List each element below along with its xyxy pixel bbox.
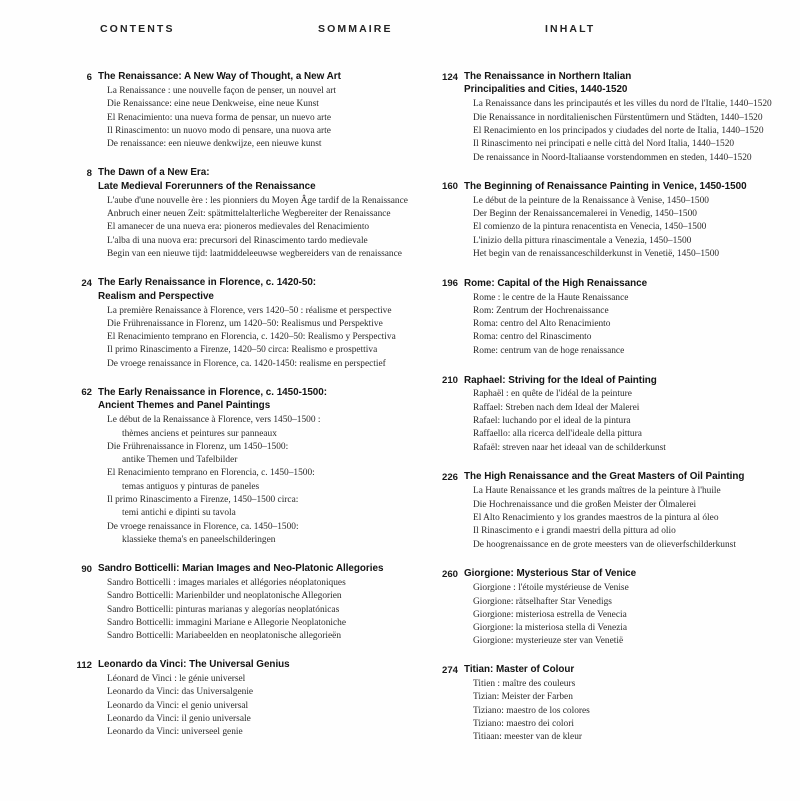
entry-title-line: Giorgione: Mysterious Star of Venice bbox=[464, 568, 637, 580]
entry-translation-line bbox=[98, 604, 406, 617]
entry-title-line: Raphael: Striving for the Ideal of Painting bbox=[464, 374, 657, 386]
entry-title[interactable] bbox=[98, 70, 406, 83]
entry-body bbox=[458, 374, 772, 455]
entry-translations bbox=[464, 582, 772, 648]
entry-translation-line bbox=[98, 577, 406, 590]
translation-text: Roma: centro del Rinascimento bbox=[473, 332, 592, 343]
translation-text: Leonardo da Vinci: universeel genie bbox=[107, 727, 243, 738]
translation-text: Rome: centrum van de hoge renaissance bbox=[473, 345, 625, 356]
entry-page-number: 8 bbox=[86, 167, 92, 179]
translation-text-continuation: thèmes anciens et peintures sur panneaux bbox=[122, 428, 277, 439]
entry-page-number: 62 bbox=[81, 387, 92, 399]
entry-page-number: 24 bbox=[81, 277, 92, 289]
entry-page-number: 260 bbox=[441, 568, 458, 580]
entry-page-number: 90 bbox=[81, 563, 92, 575]
entry-translation-line bbox=[98, 414, 406, 441]
translation-text: Der Beginn der Renaissancemalerei in Venedig, 1450–1500 bbox=[473, 209, 697, 219]
translation-text: El Renacimiento temprano en Florencia, c. 1450–1500: bbox=[107, 468, 315, 479]
translation-text: Il Rinascimento: un nuovo modo di pensare, una nuova arte bbox=[107, 125, 331, 136]
translation-text: La Renaissance : une nouvelle façon de penser, un nouvel art bbox=[107, 85, 336, 96]
entry-translation-line bbox=[98, 318, 406, 331]
contents-entry[interactable] bbox=[432, 663, 772, 744]
translation-text: Sandro Botticelli: immagini Mariane e Allegorie Neoplatoniche bbox=[107, 618, 346, 629]
translation-text: Titien : maître des couleurs bbox=[473, 679, 576, 690]
entry-title[interactable] bbox=[464, 567, 772, 580]
translation-text: Giorgione: la misteriosa stella di Venezia bbox=[473, 623, 628, 634]
entry-translation-line bbox=[98, 494, 406, 521]
entry-translation-line bbox=[98, 112, 406, 125]
entry-translation-line bbox=[464, 731, 772, 744]
entry-title[interactable] bbox=[464, 180, 772, 193]
translation-text-continuation: antike Themen und Tafelbilder bbox=[122, 455, 238, 466]
translation-text: Die Renaissance: eine neue Denkweise, eine neue Kunst bbox=[107, 99, 319, 110]
entry-translations bbox=[98, 414, 406, 547]
contents-entry[interactable] bbox=[432, 180, 772, 261]
entry-translations bbox=[98, 673, 406, 739]
translation-text: Sandro Botticelli: pinturas marianas y alegorías neoplatónicas bbox=[107, 604, 340, 615]
entry-page-number: 274 bbox=[441, 664, 458, 676]
translation-text: El amanecer de una nueva era: pioneros medievales del Renacimiento bbox=[107, 222, 370, 233]
contents-entry[interactable] bbox=[66, 562, 406, 643]
translation-text: Il primo Rinascimento a Firenze, 1420–50 circa: Realismo e prospettiva bbox=[107, 345, 378, 356]
entry-title[interactable] bbox=[98, 562, 406, 575]
translation-text: Rafael: luchando por el ideal de la pintura bbox=[473, 416, 631, 427]
translation-text: De renaissance: een nieuwe denkwijze, een nieuwe kunst bbox=[107, 139, 322, 150]
entry-translation-line bbox=[464, 512, 772, 525]
entry-translations bbox=[98, 305, 406, 371]
entry-body bbox=[458, 277, 772, 358]
entry-title[interactable] bbox=[98, 166, 406, 193]
translation-text: Raffael: Streben nach dem Ideal der Malerei bbox=[473, 402, 640, 413]
contents-column-left bbox=[66, 70, 406, 754]
entry-body bbox=[92, 166, 406, 261]
translation-text: Roma: centro del Alto Renacimiento bbox=[473, 319, 611, 330]
translation-text: L'alba di una nuova era: precursori del Rinascimento tardo medievale bbox=[107, 235, 368, 246]
contents-entry[interactable] bbox=[432, 70, 772, 165]
entry-title[interactable] bbox=[464, 374, 772, 387]
entry-title-line: The High Renaissance and the Great Masters of Oil Painting bbox=[464, 471, 745, 483]
translation-text: Il Rinascimento nei principati e nelle città del Nord Italia, 1440–1520 bbox=[473, 139, 735, 150]
entry-translation-line bbox=[98, 235, 406, 248]
entry-title-line: The Renaissance: A New Way of Thought, a New Art bbox=[98, 71, 341, 82]
entry-translation-line bbox=[98, 686, 406, 699]
contents-entry[interactable] bbox=[66, 166, 406, 261]
entry-title-line: Titian: Master of Colour bbox=[464, 664, 575, 676]
entry-page-number: 6 bbox=[86, 71, 92, 83]
contents-entry[interactable] bbox=[432, 374, 772, 455]
translation-text: Titiaan: meester van de kleur bbox=[473, 732, 582, 743]
entry-body bbox=[458, 180, 772, 261]
translation-text: Die Hochrenaissance und die großen Meister der Ölmalerei bbox=[473, 499, 697, 510]
translation-text: Raphaël : en quête de l'idéal de la peinture bbox=[473, 389, 632, 400]
entry-translation-line bbox=[464, 138, 772, 151]
entry-body bbox=[458, 70, 772, 165]
entry-translation-line bbox=[98, 195, 406, 208]
translation-text: Sandro Botticelli: Mariabeelden en neoplatonische allegorieën bbox=[107, 631, 342, 642]
entry-translation-line bbox=[98, 305, 406, 318]
translation-text: Het begin van de renaissanceschilderkunst in Venetië, 1450–1500 bbox=[473, 248, 720, 259]
entry-translation-line bbox=[464, 499, 772, 512]
entry-title[interactable] bbox=[464, 663, 772, 676]
entry-page-number: 112 bbox=[76, 659, 92, 671]
running-header bbox=[0, 23, 800, 41]
entry-translation-line bbox=[98, 630, 406, 643]
entry-translation-line bbox=[464, 331, 772, 344]
entry-translation-line bbox=[464, 125, 772, 138]
translation-text: L'inizio della pittura rinascimentale a Venezia, 1450–1500 bbox=[473, 235, 692, 246]
entry-translation-line bbox=[98, 467, 406, 494]
entry-translation-line bbox=[464, 442, 772, 455]
contents-entry[interactable] bbox=[66, 276, 406, 371]
translation-text-continuation: klassieke thema's en paneelschilderingen bbox=[122, 534, 276, 545]
entry-translation-line bbox=[98, 441, 406, 468]
header-label-inhalt: INHALT bbox=[545, 23, 596, 35]
entry-page-number: 210 bbox=[441, 375, 458, 387]
translation-text: El Renacimiento temprano en Florencia, c. 1420–50: Realismo y Perspectiva bbox=[107, 332, 396, 343]
translation-text: El Renacimiento: una nueva forma de pensar, un nuevo arte bbox=[107, 112, 332, 123]
translation-text: Leonardo da Vinci: il genio universale bbox=[107, 713, 251, 724]
translation-text: Rom: Zentrum der Hochrenaissance bbox=[473, 305, 609, 316]
entry-translation-line bbox=[98, 726, 406, 739]
entry-translation-line bbox=[98, 331, 406, 344]
entry-translations bbox=[464, 678, 772, 744]
entry-translation-line bbox=[98, 125, 406, 138]
translation-text: Il primo Rinascimento a Firenze, 1450–1500 circa: bbox=[107, 495, 299, 506]
translation-text: De vroege renaissance in Florence, ca. 1450–1500: bbox=[107, 521, 299, 532]
translation-text: Die Renaissance in norditalienischen Fürstentümern und Städten, 1440–1520 bbox=[473, 112, 763, 123]
entry-body bbox=[92, 658, 406, 739]
entry-translation-line bbox=[464, 402, 772, 415]
translation-text: El Alto Renacimiento y los grandes maestros de la pintura al óleo bbox=[473, 512, 719, 523]
contents-columns bbox=[0, 70, 800, 759]
entry-translation-line bbox=[98, 208, 406, 221]
entry-translations bbox=[464, 485, 772, 551]
entry-title[interactable] bbox=[464, 277, 772, 290]
entry-translation-line bbox=[464, 609, 772, 622]
entry-translation-line bbox=[464, 305, 772, 318]
entry-title-line: Principalities and Cities, 1440-1520 bbox=[464, 84, 628, 96]
entry-translation-line bbox=[464, 248, 772, 261]
entry-title[interactable] bbox=[464, 470, 772, 483]
entry-title-line: The Early Renaissance in Florence, c. 1450-1500: bbox=[98, 386, 328, 398]
entry-translation-line bbox=[98, 248, 406, 261]
entry-translation-line bbox=[98, 713, 406, 726]
entry-translation-line bbox=[464, 208, 772, 221]
entry-translation-line bbox=[464, 152, 772, 165]
translation-text: Il Rinascimento e i grandi maestri della pittura ad olio bbox=[473, 526, 676, 537]
entry-translation-line bbox=[98, 358, 406, 371]
entry-translation-line bbox=[464, 195, 772, 208]
translation-text-continuation: temas antiguos y pinturas de paneles bbox=[122, 481, 260, 492]
translation-text: La Renaissance dans les principautés et les villes du nord de l'Italie, 1440–1520 bbox=[473, 99, 772, 110]
translation-text-continuation: temi antichi e dipinti su tavola bbox=[122, 508, 236, 519]
translation-text: De hoogrenaissance en de grote meesters van de olieverfschilderkunst bbox=[473, 539, 736, 550]
translation-text: Giorgione: rätselhafter Star Venedigs bbox=[473, 596, 612, 607]
translation-text: Le début de la Renaissance à Florence, vers 1450–1500 : bbox=[107, 415, 321, 426]
entry-translation-line bbox=[98, 221, 406, 234]
translation-text: Anbruch einer neuen Zeit: spätmittelalterliche Wegbereiter der Renaissance bbox=[107, 209, 391, 219]
entry-translation-line bbox=[98, 590, 406, 603]
translation-text: Raffaello: alla ricerca dell'ideale della pittura bbox=[473, 429, 642, 440]
entry-title-line: Realism and Perspective bbox=[98, 290, 214, 302]
entry-translation-line bbox=[464, 539, 772, 552]
entry-translation-line bbox=[464, 112, 772, 125]
translation-text: Giorgione : l'étoile mystérieuse de Venise bbox=[473, 583, 629, 594]
entry-body bbox=[458, 470, 772, 551]
entry-translation-line bbox=[98, 673, 406, 686]
entry-translation-line bbox=[464, 596, 772, 609]
entry-title[interactable] bbox=[98, 276, 406, 303]
entry-translation-line bbox=[464, 705, 772, 718]
translation-text: De renaissance in Noord-Italiaanse vorstendommen en steden, 1440–1520 bbox=[473, 152, 752, 163]
entry-page-number: 160 bbox=[441, 181, 458, 193]
entry-body bbox=[92, 386, 406, 547]
entry-body bbox=[458, 567, 772, 648]
entry-translation-line bbox=[98, 344, 406, 357]
translation-text: Sandro Botticelli : images mariales et allégories néoplatoniques bbox=[107, 578, 346, 589]
entry-title[interactable] bbox=[464, 70, 772, 97]
entry-translation-line bbox=[464, 718, 772, 731]
entry-translation-line bbox=[464, 525, 772, 538]
translation-text: Die Frührenaissance in Florenz, um 1420–50: Realismus und Perspektive bbox=[107, 318, 383, 329]
entry-title[interactable] bbox=[98, 386, 406, 413]
entry-translation-line bbox=[464, 221, 772, 234]
entry-body bbox=[92, 562, 406, 643]
entry-translation-line bbox=[464, 582, 772, 595]
contents-entry[interactable] bbox=[66, 70, 406, 151]
entry-translation-line bbox=[464, 292, 772, 305]
entry-title-line: The Early Renaissance in Florence, c. 1420-50: bbox=[98, 277, 317, 289]
entry-translation-line bbox=[464, 691, 772, 704]
entry-translation-line bbox=[98, 617, 406, 630]
entry-title-line: Rome: Capital of the High Renaissance bbox=[464, 277, 648, 289]
entry-title-line: The Beginning of Renaissance Painting in Venice, 1450-1500 bbox=[464, 180, 747, 192]
entry-title-line: The Dawn of a New Era: bbox=[98, 167, 210, 179]
contents-entry[interactable] bbox=[66, 658, 406, 739]
entry-translation-line bbox=[464, 235, 772, 248]
entry-translations bbox=[98, 195, 406, 261]
translation-text: Tiziano: maestro de los colores bbox=[473, 705, 590, 716]
translation-text: Sandro Botticelli: Marienbilder und neoplatonische Allegorien bbox=[107, 591, 342, 602]
translation-text: De vroege renaissance in Florence, ca. 1420-1450: realisme en perspectief bbox=[107, 358, 386, 369]
contents-column-right bbox=[432, 70, 772, 759]
translation-text: Léonard de Vinci : le génie universel bbox=[107, 674, 246, 685]
contents-entry[interactable] bbox=[66, 386, 406, 547]
contents-entry[interactable] bbox=[432, 470, 772, 551]
translation-text: Giorgione: mysterieuze ster van Venetië bbox=[473, 636, 624, 647]
entry-translation-line bbox=[98, 98, 406, 111]
header-label-contents: CONTENTS bbox=[100, 23, 175, 35]
translation-text: La première Renaissance à Florence, vers 1420–50 : réalisme et perspective bbox=[107, 305, 392, 316]
entry-translation-line bbox=[464, 318, 772, 331]
entry-translation-line bbox=[464, 415, 772, 428]
entry-translation-line bbox=[98, 85, 406, 98]
entry-translation-line bbox=[464, 635, 772, 648]
translation-text: Die Frührenaissance in Florenz, um 1450–1500: bbox=[107, 441, 289, 452]
entry-translation-line bbox=[98, 700, 406, 713]
contents-entry[interactable] bbox=[432, 567, 772, 648]
header-label-sommaire: SOMMAIRE bbox=[318, 23, 393, 35]
entry-translation-line bbox=[464, 428, 772, 441]
entry-translation-line bbox=[464, 98, 772, 111]
entry-translations bbox=[98, 577, 406, 643]
translation-text: Begin van een nieuwe tijd: laatmiddeleeuwse wegbereiders van de renaissance bbox=[107, 248, 402, 259]
translation-text: El Renacimiento en los principados y ciudades del norte de Italia, 1440–1520 bbox=[473, 125, 764, 136]
entry-translation-line bbox=[464, 678, 772, 691]
entry-title-line: Leonardo da Vinci: The Universal Genius bbox=[98, 659, 290, 671]
entry-translation-line bbox=[98, 138, 406, 151]
entry-title-line: Late Medieval Forerunners of the Renaissance bbox=[98, 180, 316, 192]
translation-text: Rome : le centre de la Haute Renaissance bbox=[473, 292, 629, 303]
translation-text: Rafaël: streven naar het ideaal van de schilderkunst bbox=[473, 442, 666, 453]
translation-text: L'aube d'une nouvelle ère : les pionniers du Moyen Âge tardif de la Renaissance bbox=[107, 195, 408, 206]
entry-title-line: The Renaissance in Northern Italian bbox=[464, 71, 632, 82]
translation-text: Giorgione: misteriosa estrella de Venecia bbox=[473, 609, 627, 620]
entry-title-line: Ancient Themes and Panel Paintings bbox=[98, 400, 271, 412]
translation-text: Tizian: Meister der Farben bbox=[473, 692, 573, 703]
entry-page-number: 226 bbox=[441, 471, 458, 483]
entry-page-number: 124 bbox=[441, 71, 458, 83]
entry-translation-line bbox=[464, 622, 772, 635]
entry-title-line: Sandro Botticelli: Marian Images and Neo-Platonic Allegories bbox=[98, 563, 384, 575]
translation-text: El comienzo de la pintura renacentista en Venecia, 1450–1500 bbox=[473, 222, 707, 233]
translation-text: Le début de la peinture de la Renaissance à Venise, 1450–1500 bbox=[473, 195, 709, 206]
entry-translations bbox=[464, 388, 772, 454]
entry-translations bbox=[464, 292, 772, 358]
translation-text: Leonardo da Vinci: das Universalgenie bbox=[107, 687, 254, 698]
entry-body bbox=[92, 70, 406, 151]
entry-translation-line bbox=[98, 521, 406, 548]
entry-title[interactable] bbox=[98, 658, 406, 671]
translation-text: Leonardo da Vinci: el genio universal bbox=[107, 700, 249, 711]
entry-page-number: 196 bbox=[441, 278, 458, 290]
entry-body bbox=[92, 276, 406, 371]
contents-entry[interactable] bbox=[432, 277, 772, 358]
entry-translations bbox=[98, 85, 406, 151]
entry-translations bbox=[464, 195, 772, 261]
entry-translations bbox=[464, 98, 772, 164]
entry-translation-line bbox=[464, 345, 772, 358]
entry-translation-line bbox=[464, 388, 772, 401]
entry-translation-line bbox=[464, 485, 772, 498]
translation-text: Tiziano: maestro dei colori bbox=[473, 719, 574, 730]
translation-text: La Haute Renaissance et les grands maîtres de la peinture à l'huile bbox=[473, 486, 721, 497]
entry-body bbox=[458, 663, 772, 744]
